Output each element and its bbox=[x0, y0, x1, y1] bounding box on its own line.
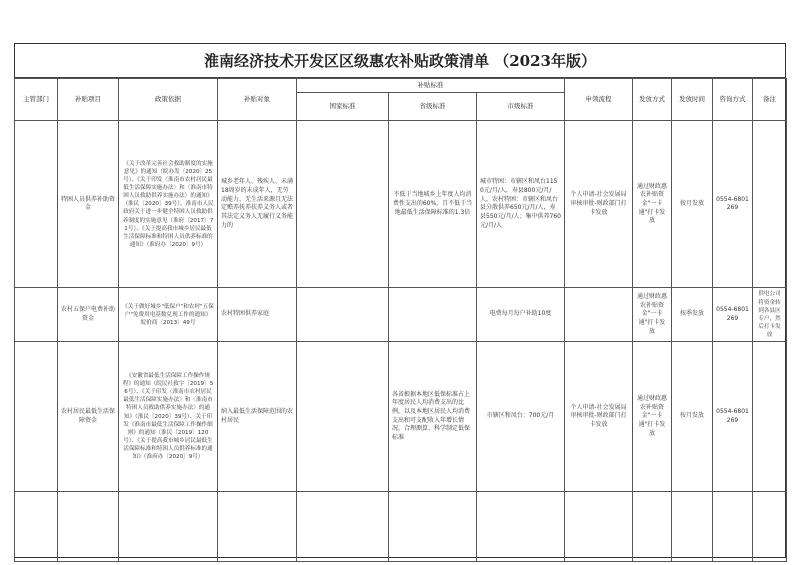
header-method: 发放方式 bbox=[633, 79, 672, 121]
cell-national bbox=[297, 121, 389, 288]
header-row-1 bbox=[15, 79, 787, 93]
cell-national bbox=[297, 288, 389, 342]
header-target: 补贴对象 bbox=[218, 79, 297, 121]
cell-item: 特困人员供养补助资金 bbox=[58, 121, 119, 288]
cell-municipal: 市辖区和凤台：700元/月 bbox=[477, 342, 565, 492]
header-remark: 备注 bbox=[753, 79, 787, 121]
cell-remark bbox=[753, 121, 787, 288]
cell-basis: 《关于做好城乡"低保户"和农村"五保户"免费用电基数兑现工作的通知》皖价商〔2013〕49号 bbox=[119, 288, 218, 342]
cell-time: 按月发放 bbox=[672, 121, 713, 288]
header-time: 发放时间 bbox=[672, 79, 713, 121]
cell-target: 纳入最低生活保障范围的农村居民 bbox=[218, 342, 297, 492]
cell-basis: 《关于改革完善社会救助制度的实施意见》的通知（皖办发〔2020〕25号）、《关于印发〈淮南市农村居民最低生活保障实施办法〉和〈淮南市特困人员救助供养实施办法〉的通知》（淮民〔2020〕39号）、淮南市人民政府关于进一步健全特困人员救助供养制度的实施意见（淮府〔2017〕71号）、《关于提高我市城乡居民最低生活保障标准和特困人员供养标准的通知》（淮府办〔2020〕9号） bbox=[119, 121, 218, 288]
cell-method: 通过财政惠农补贴资金"一卡通"打卡发放 bbox=[633, 121, 672, 288]
cell-process bbox=[565, 288, 633, 342]
cell-basis: 《安徽省最低生活保障工作操作规程》的通知（皖民社救字〔2019〕56号）、《关于印发〈淮南市农村居民最低生活保障实施办法〉和〈淮南市特困人员救助供养实施办法〉的通知》（淮民〔2020〕39号）、关于印发《淮南市最低生活保障工作操作细则》的通知（淮民〔2019〕120号）、《关于提高我市城乡居民最低生活保障标准和特困人员供养标准的通知》（淮府办〔2020〕9号） bbox=[119, 342, 218, 492]
cell-dept bbox=[15, 288, 58, 342]
table-row bbox=[15, 288, 787, 342]
cell-remark: 供电公司将资金转到各县区专户，然后打卡发放 bbox=[753, 288, 787, 342]
cell-method: 通过财政惠农补贴资金"一卡通"打卡发放 bbox=[633, 342, 672, 492]
header-item: 补贴项目 bbox=[58, 79, 119, 121]
table-row bbox=[15, 342, 787, 492]
cell-provincial bbox=[389, 288, 477, 342]
header-basis: 政策依据 bbox=[119, 79, 218, 121]
cell-phone: 0554-6801269 bbox=[713, 288, 753, 342]
header-dept: 主管部门 bbox=[15, 79, 58, 121]
cell-process: 个人申请-社会发展局审核审批-财政部门打卡发放 bbox=[565, 121, 633, 288]
header-phone: 咨询方式 bbox=[713, 79, 753, 121]
cell-dept bbox=[15, 342, 58, 492]
cell-time: 按月发放 bbox=[672, 342, 713, 492]
cell-time: 按季发放 bbox=[672, 288, 713, 342]
header-process: 申领流程 bbox=[565, 79, 633, 121]
cell-national bbox=[297, 342, 389, 492]
page-title: 淮南经济技术开发区区级惠农补贴政策清单 （2023年版） bbox=[14, 44, 786, 78]
cell-process: 个人申请-社会发展局审核审批-财政部门打卡发放 bbox=[565, 342, 633, 492]
cell-municipal: 城市特困：市辖区和凤台1150元/月/人，寿县800元/月/人，农村特困：市辖区和凤台县分散供养650元/月/人，寿县550元/月/人；集中供养760元/月/人 bbox=[477, 121, 565, 288]
cell-item: 农村五保户电费补助资金 bbox=[58, 288, 119, 342]
cell-target: 农村特困供养家庭 bbox=[218, 288, 297, 342]
table-row-empty bbox=[15, 492, 787, 562]
table-row bbox=[15, 121, 787, 288]
header-national: 国家标准 bbox=[297, 93, 389, 121]
policy-table bbox=[14, 78, 787, 562]
cell-item: 农村居民最低生活保障资金 bbox=[58, 342, 119, 492]
cell-dept bbox=[15, 121, 58, 288]
header-municipal: 市级标准 bbox=[477, 93, 565, 121]
cell-target: 城乡老年人、残疾人、未满18周岁的未成年人，无劳动能力、无生活来源且无法定赡养抚养扶养义务人或者其法定义务人无履行义务能力的 bbox=[218, 121, 297, 288]
cell-phone: 0554-6801269 bbox=[713, 342, 753, 492]
header-standard: 补贴标准 bbox=[297, 79, 565, 93]
cell-method: 通过财政惠农补贴资金"一卡通"打卡发放 bbox=[633, 288, 672, 342]
header-provincial: 省级标准 bbox=[389, 93, 477, 121]
cell-phone: 0554-6801269 bbox=[713, 121, 753, 288]
cell-remark bbox=[753, 342, 787, 492]
cell-provincial: 各省根据本地区低保标准占上年度居民人均消费支出的比例，以及本地区居民人均消费支出和可支配收入年增长情况，合理测算、科学制定低保标准 bbox=[389, 342, 477, 492]
cell-provincial: 不低于当地城乡上年度人均消费性支出的60%，且不低于当地最低生活保障标准的1.3倍 bbox=[389, 121, 477, 288]
cell-municipal: 电费每月每户补助10度 bbox=[477, 288, 565, 342]
